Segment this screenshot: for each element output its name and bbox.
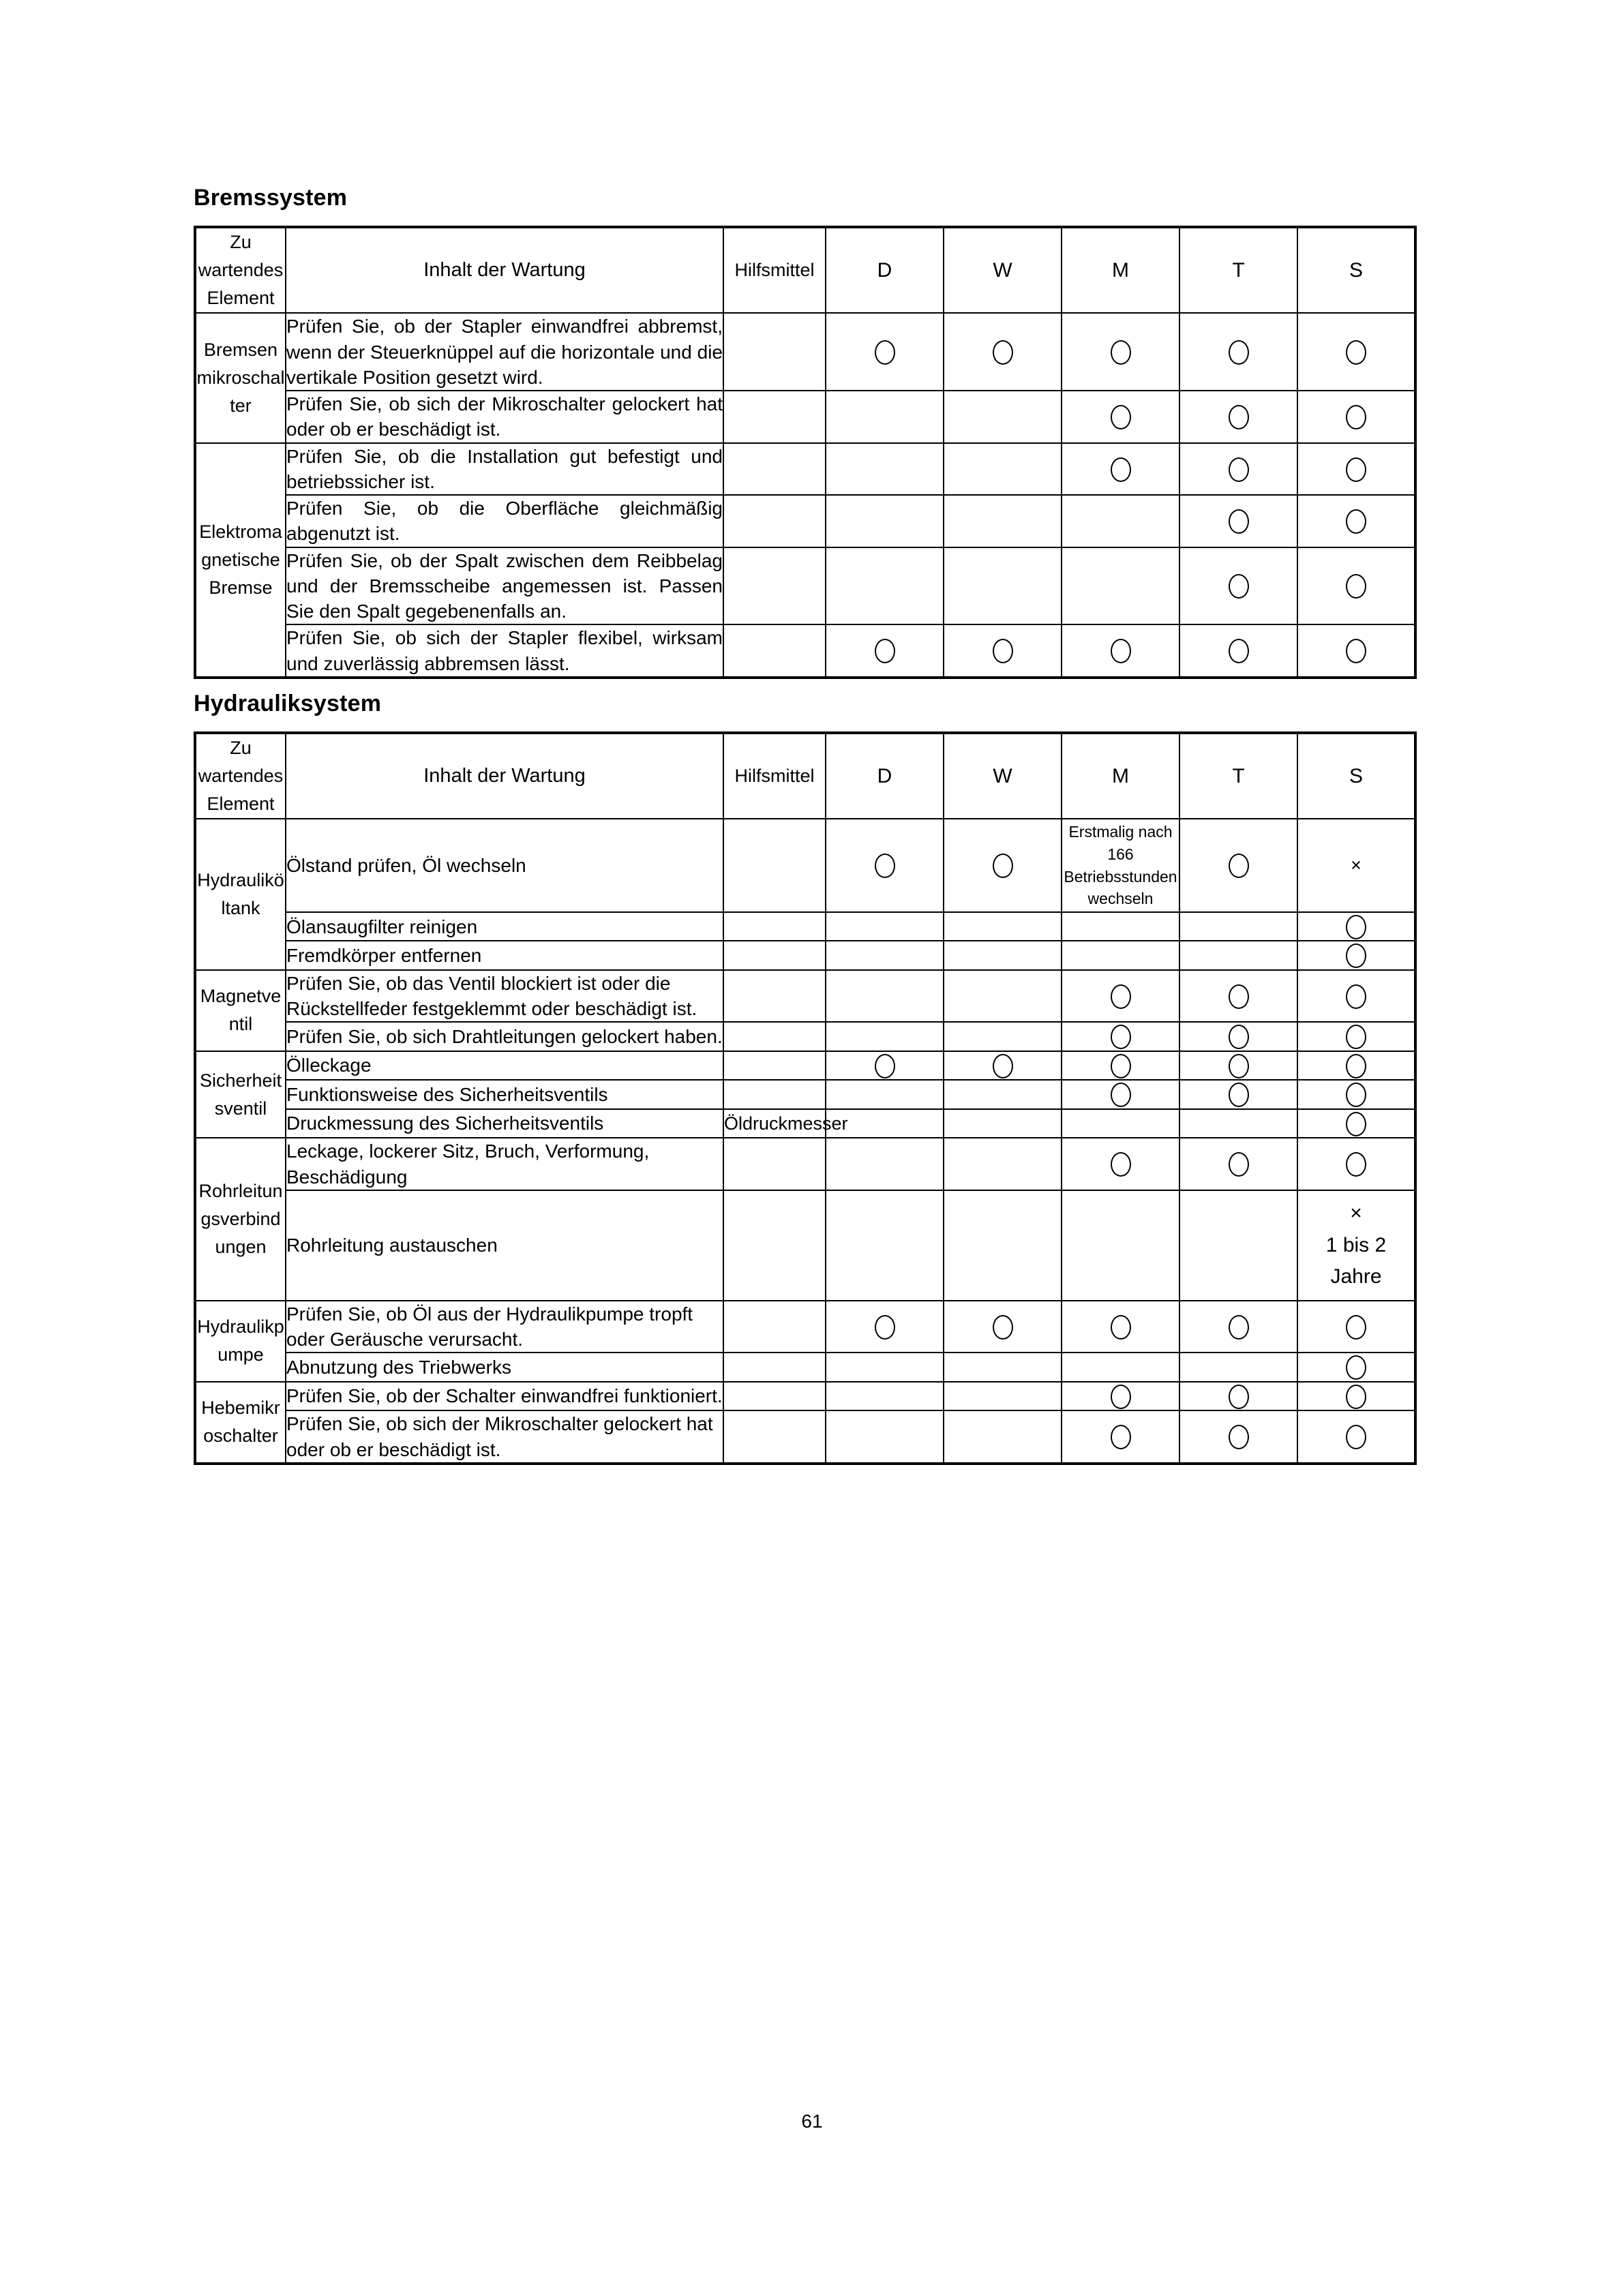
mark-cell-t [1179, 1051, 1297, 1081]
circle-mark-icon [1346, 340, 1366, 365]
mark-cell-d [826, 941, 944, 970]
circle-mark-icon [1229, 457, 1249, 482]
aid-cell [723, 547, 826, 625]
mark-cell-d [826, 495, 944, 547]
mark-cell-t [1179, 1382, 1297, 1411]
mark-cell-w [944, 313, 1062, 391]
circle-mark-icon [1111, 405, 1131, 429]
element-cell: Rohrleitungsverbindungen [195, 1138, 286, 1300]
mark-cell-s [1297, 547, 1415, 625]
mark-cell-m [1062, 912, 1179, 941]
circle-mark-icon [1346, 574, 1366, 599]
mark-cell-s [1297, 1382, 1415, 1411]
mark-cell-m [1062, 624, 1179, 677]
mark-cell-d [826, 1022, 944, 1051]
table-row [195, 1138, 1415, 1190]
aid-cell [723, 443, 826, 495]
content-cell: Ölansaugfilter reinigen [286, 912, 723, 941]
mark-cell-d [826, 1410, 944, 1463]
content-cell: Prüfen Sie, ob sich der Mikroschalter gelockert hat oder ob er beschädigt ist. [286, 1410, 723, 1463]
section-title-bremssystem: Bremssystem [194, 185, 348, 211]
circle-mark-icon [993, 1315, 1013, 1340]
circle-mark-icon [1229, 340, 1249, 365]
aid-cell [723, 313, 826, 391]
mark-cell-d [826, 624, 944, 677]
element-cell: Hydrauliköltank [195, 819, 286, 970]
mark-cell-d [826, 1382, 944, 1411]
circle-mark-icon [1346, 1083, 1366, 1107]
mark-cell-t [1179, 391, 1297, 442]
mark-cell-t [1179, 912, 1297, 941]
element-cell: Sicherheitsventil [195, 1051, 286, 1138]
element-cell: Bremsenmikroschalter [195, 313, 286, 442]
column-header-content: Inhalt der Wartung [286, 227, 723, 313]
mark-cell-t [1179, 313, 1297, 391]
column-header-d: D [826, 733, 944, 819]
mark-cell-s [1297, 1022, 1415, 1051]
circle-mark-icon [1229, 984, 1249, 1009]
aid-cell [723, 1051, 826, 1081]
table-row [195, 1301, 1415, 1353]
circle-mark-icon [1229, 1025, 1249, 1049]
mark-cell-m [1062, 391, 1179, 442]
content-cell: Prüfen Sie, ob die Oberfläche gleichmäßig abgenutzt ist. [286, 495, 723, 547]
mark-cell-s [1297, 819, 1415, 912]
circle-mark-icon [1111, 639, 1131, 663]
mark-cell-w [944, 547, 1062, 625]
circle-mark-icon [1111, 340, 1131, 365]
mark-cell-t [1179, 1138, 1297, 1190]
table-row [195, 1382, 1415, 1411]
table-row [195, 443, 1415, 495]
mark-cell-m [1062, 443, 1179, 495]
table-row [195, 1022, 1415, 1051]
mark-cell-m [1062, 1301, 1179, 1353]
mark-cell-d [826, 391, 944, 442]
column-header-t: T [1179, 733, 1297, 819]
circle-mark-icon [993, 340, 1013, 365]
circle-mark-icon [1229, 1083, 1249, 1107]
mark-cell-d [826, 547, 944, 625]
table-row [195, 941, 1415, 970]
interval-note: 1 bis 2 Jahre [1325, 1233, 1387, 1288]
content-cell: Ölleckage [286, 1051, 723, 1081]
mark-cell-t [1179, 1080, 1297, 1109]
aid-cell [723, 495, 826, 547]
aid-cell [723, 941, 826, 970]
mark-cell-w [944, 1190, 1062, 1301]
mark-cell-m [1062, 547, 1179, 625]
mark-cell-s [1297, 1138, 1415, 1190]
content-cell: Abnutzung des Triebwerks [286, 1353, 723, 1382]
content-cell: Prüfen Sie, ob die Installation gut befestigt und betriebssicher ist. [286, 443, 723, 495]
circle-mark-icon [875, 854, 895, 878]
section-title-hydrauliksystem: Hydrauliksystem [194, 690, 382, 716]
table-header-row [195, 227, 1415, 313]
circle-mark-icon [1229, 1425, 1249, 1449]
mark-cell-t [1179, 495, 1297, 547]
circle-mark-icon [1229, 1315, 1249, 1340]
mark-cell-m [1062, 970, 1179, 1022]
mark-cell-w [944, 970, 1062, 1022]
mark-cell-w [944, 1138, 1062, 1190]
mark-cell-m [1062, 1109, 1179, 1138]
content-cell: Prüfen Sie, ob sich der Stapler flexibel, wirksam und zuverlässig abbremsen lässt. [286, 624, 723, 677]
mark-cell-s [1297, 912, 1415, 941]
content-cell: Prüfen Sie, ob Öl aus der Hydraulikpumpe tropft oder Geräusche verursacht. [286, 1301, 723, 1353]
table-row [195, 1353, 1415, 1382]
mark-cell-m [1062, 1190, 1179, 1301]
table-row [195, 1109, 1415, 1138]
mark-cell-m [1062, 1353, 1179, 1382]
circle-mark-icon [1111, 1152, 1131, 1177]
column-header-w: W [944, 733, 1062, 819]
table-row [195, 1051, 1415, 1081]
content-cell: Rohrleitung austauschen [286, 1190, 723, 1301]
circle-mark-icon [1111, 1315, 1131, 1340]
column-header-d: D [826, 227, 944, 313]
mark-cell-w [944, 1382, 1062, 1411]
table-header-row [195, 733, 1415, 819]
cross-mark-icon: × [1350, 1202, 1362, 1225]
mark-cell-s [1297, 1301, 1415, 1353]
circle-mark-icon [1111, 984, 1131, 1009]
mark-cell-w [944, 1109, 1062, 1138]
circle-mark-icon [1346, 1425, 1366, 1449]
column-header-content: Inhalt der Wartung [286, 733, 723, 819]
mark-cell-t [1179, 1301, 1297, 1353]
circle-mark-icon [1229, 1054, 1249, 1078]
circle-mark-icon [1346, 509, 1366, 534]
mark-cell-w [944, 941, 1062, 970]
circle-mark-icon [1346, 984, 1366, 1009]
column-header-t: T [1179, 227, 1297, 313]
maintenance-table-bremssystem [194, 226, 1417, 678]
content-cell: Prüfen Sie, ob sich Drahtleitungen gelockert haben. [286, 1022, 723, 1051]
element-cell: Hydraulikpumpe [195, 1301, 286, 1382]
circle-mark-icon [1111, 1425, 1131, 1449]
circle-mark-icon [1346, 639, 1366, 663]
aid-cell [723, 1353, 826, 1382]
circle-mark-icon [1229, 405, 1249, 429]
mark-cell-m [1062, 495, 1179, 547]
mark-cell-d [826, 1138, 944, 1190]
mark-cell-d [826, 1051, 944, 1081]
mark-cell-w [944, 1301, 1062, 1353]
table-row [195, 1190, 1415, 1301]
aid-cell [723, 819, 826, 912]
circle-mark-icon [1111, 1025, 1131, 1049]
table-row [195, 624, 1415, 677]
circle-mark-icon [1229, 1152, 1249, 1177]
circle-mark-icon [1229, 509, 1249, 534]
content-cell: Prüfen Sie, ob sich der Mikroschalter gelockert hat oder ob er beschädigt ist. [286, 391, 723, 442]
aid-cell [723, 1022, 826, 1051]
mark-cell-s [1297, 1080, 1415, 1109]
mark-cell-m [1062, 1138, 1179, 1190]
circle-mark-icon [1111, 1083, 1131, 1107]
mark-cell-d [826, 1190, 944, 1301]
column-header-aid: Hilfsmittel [723, 733, 826, 819]
element-cell: Elektromagnetische Bremse [195, 443, 286, 678]
mark-cell-t [1179, 1022, 1297, 1051]
mark-cell-t [1179, 819, 1297, 912]
mark-cell-s [1297, 1109, 1415, 1138]
mark-cell-w [944, 1080, 1062, 1109]
column-header-s: S [1297, 227, 1415, 313]
circle-mark-icon [1346, 1112, 1366, 1136]
circle-mark-icon [875, 639, 895, 663]
mark-cell-w [944, 1051, 1062, 1081]
circle-mark-icon [1346, 457, 1366, 482]
table-row [195, 1080, 1415, 1109]
mark-cell-w [944, 1353, 1062, 1382]
column-header-m: M [1062, 227, 1179, 313]
aid-cell [723, 1138, 826, 1190]
table-row [195, 313, 1415, 391]
cross-mark-icon: × [1351, 855, 1362, 876]
content-cell: Prüfen Sie, ob der Stapler einwandfrei abbremst, wenn der Steuerknüppel auf die horizontale und die vertikale Position gesetzt wird. [286, 313, 723, 391]
circle-mark-icon [1346, 1152, 1366, 1177]
column-header-w: W [944, 227, 1062, 313]
aid-cell [723, 1080, 826, 1109]
aid-cell [723, 1301, 826, 1353]
table-row [195, 495, 1415, 547]
mark-cell-t [1179, 624, 1297, 677]
mark-cell-m [1062, 313, 1179, 391]
mark-cell-t [1179, 1190, 1297, 1301]
aid-cell [723, 970, 826, 1022]
circle-mark-icon [993, 1054, 1013, 1078]
mark-cell-w [944, 1022, 1062, 1051]
aid-cell [723, 1382, 826, 1411]
content-cell: Prüfen Sie, ob der Spalt zwischen dem Reibbelag und der Bremsscheibe angemessen ist. Passen Sie den Spalt gegebenenfalls an. [286, 547, 723, 625]
mark-cell-m [1062, 819, 1179, 912]
aid-cell: Öldruckmesser [723, 1109, 826, 1138]
circle-mark-icon [993, 639, 1013, 663]
column-header-s: S [1297, 733, 1415, 819]
aid-cell [723, 1410, 826, 1463]
mark-cell-d [826, 443, 944, 495]
column-header-m: M [1062, 733, 1179, 819]
mark-cell-m [1062, 1022, 1179, 1051]
mark-cell-w [944, 1410, 1062, 1463]
circle-mark-icon [1346, 1385, 1366, 1409]
circle-mark-icon [1229, 639, 1249, 663]
page-number: 61 [801, 2111, 823, 2132]
column-header-element: Zu wartendes Element [195, 227, 286, 313]
circle-mark-icon [1346, 1355, 1366, 1380]
circle-mark-icon [875, 1315, 895, 1340]
mark-cell-w [944, 495, 1062, 547]
mark-cell-s [1297, 1353, 1415, 1382]
circle-mark-icon [1346, 1025, 1366, 1049]
mark-cell-d [826, 313, 944, 391]
content-cell: Ölstand prüfen, Öl wechseln [286, 819, 723, 912]
circle-mark-icon [1346, 405, 1366, 429]
mark-cell-s [1297, 391, 1415, 442]
aid-cell [723, 912, 826, 941]
mark-cell-w [944, 624, 1062, 677]
mark-cell-d [826, 1080, 944, 1109]
mark-cell-d [826, 1353, 944, 1382]
circle-mark-icon [1346, 1054, 1366, 1078]
aid-cell [723, 391, 826, 442]
table-row [195, 1410, 1415, 1463]
mark-cell-s [1297, 495, 1415, 547]
maintenance-table-hydrauliksystem [194, 731, 1417, 1465]
circle-mark-icon [1229, 1385, 1249, 1409]
page-content [194, 185, 1414, 1465]
mark-cell-d [826, 819, 944, 912]
circle-mark-icon [1111, 1385, 1131, 1409]
mark-cell-t [1179, 443, 1297, 495]
mark-cell-s [1297, 970, 1415, 1022]
mark-cell-d [826, 1301, 944, 1353]
mark-cell-s [1297, 1190, 1415, 1301]
mark-cell-s [1297, 624, 1415, 677]
element-cell: Magnetventil [195, 970, 286, 1051]
mark-cell-m [1062, 1051, 1179, 1081]
mark-cell-t [1179, 941, 1297, 970]
circle-mark-icon [1346, 1315, 1366, 1340]
table-row [195, 391, 1415, 442]
content-cell: Fremdkörper entfernen [286, 941, 723, 970]
table-row [195, 819, 1415, 912]
circle-mark-icon [1229, 854, 1249, 878]
content-cell: Funktionsweise des Sicherheitsventils [286, 1080, 723, 1109]
mark-cell-s [1297, 443, 1415, 495]
mark-cell-t [1179, 1410, 1297, 1463]
mark-cell-w [944, 443, 1062, 495]
content-cell: Prüfen Sie, ob das Ventil blockiert ist oder die Rückstellfeder festgeklemmt oder beschädigt ist. [286, 970, 723, 1022]
mark-cell-s [1297, 1410, 1415, 1463]
column-header-element: Zu wartendes Element [195, 733, 286, 819]
content-cell: Leckage, lockerer Sitz, Bruch, Verformung, Beschädigung [286, 1138, 723, 1190]
mark-cell-t [1179, 970, 1297, 1022]
table-row [195, 547, 1415, 625]
mark-cell-t [1179, 1109, 1297, 1138]
circle-mark-icon [1111, 457, 1131, 482]
mark-cell-m [1062, 1080, 1179, 1109]
element-cell: Hebemikroschalter [195, 1382, 286, 1464]
mark-cell-w [944, 391, 1062, 442]
mark-cell-m [1062, 941, 1179, 970]
content-cell: Prüfen Sie, ob der Schalter einwandfrei funktioniert. [286, 1382, 723, 1411]
table-row [195, 970, 1415, 1022]
mark-cell-d [826, 970, 944, 1022]
mark-cell-s [1297, 1051, 1415, 1081]
mark-cell-s [1297, 313, 1415, 391]
circle-mark-icon [1346, 943, 1366, 968]
mark-cell-m [1062, 1410, 1179, 1463]
content-cell: Druckmessung des Sicherheitsventils [286, 1109, 723, 1138]
circle-mark-icon [1346, 915, 1366, 939]
mark-cell-w [944, 912, 1062, 941]
circle-mark-icon [1111, 1054, 1131, 1078]
table-row [195, 912, 1415, 941]
circle-mark-icon [875, 340, 895, 365]
circle-mark-icon [875, 1054, 895, 1078]
mark-cell-m [1062, 1382, 1179, 1411]
column-header-aid: Hilfsmittel [723, 227, 826, 313]
circle-mark-icon [1229, 574, 1249, 599]
schedule-note: Erstmalig nach 166 Betriebsstunden wechseln [1064, 823, 1177, 908]
mark-cell-w [944, 819, 1062, 912]
circle-mark-icon [993, 854, 1013, 878]
mark-cell-t [1179, 1353, 1297, 1382]
mark-cell-d [826, 912, 944, 941]
mark-cell-s [1297, 941, 1415, 970]
aid-cell [723, 624, 826, 677]
aid-cell [723, 1190, 826, 1301]
mark-cell-t [1179, 547, 1297, 625]
